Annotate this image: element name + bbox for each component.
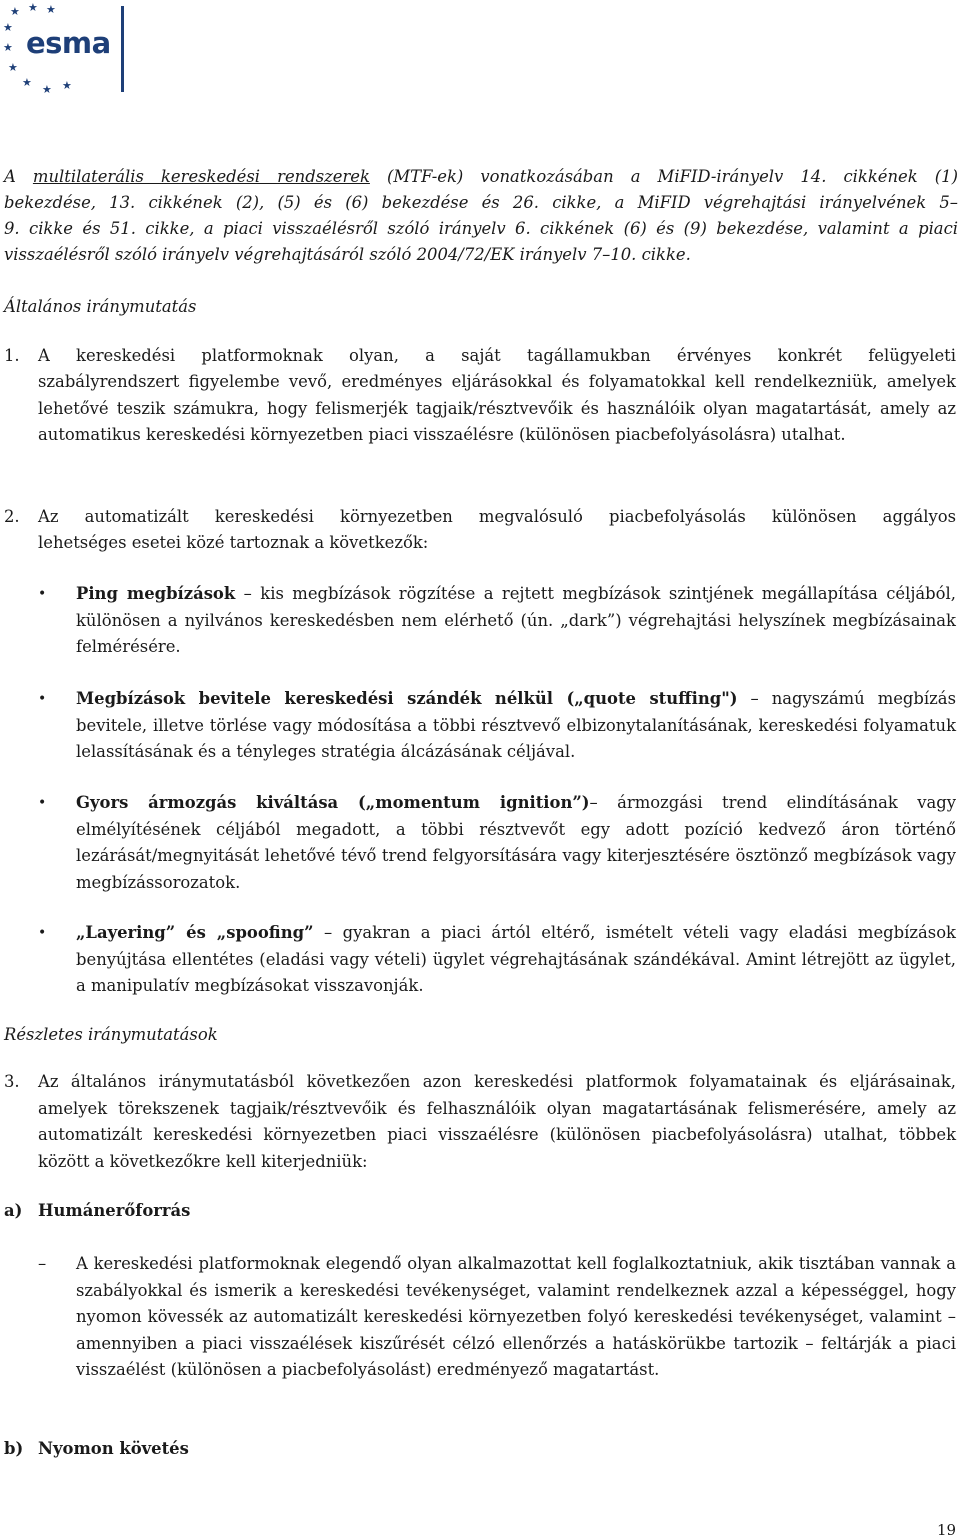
bullet-term: Gyors ármozgás kiváltása („momentum ignition”) xyxy=(76,793,590,812)
bullet-quote-stuffing xyxy=(76,686,956,766)
bullet-icon: • xyxy=(38,691,47,707)
bullet-text: – nagyszámú megbízás bevitele, illetve törlése vagy módosítása a többi résztvevő elbizonytalanításának, kereskedési folyamatuk lelassításának és a tényleges stratégia álcázásának céljával. xyxy=(76,689,956,761)
bullet-layering-spoofing xyxy=(76,920,956,1000)
subsection-label: a) xyxy=(4,1201,23,1220)
paragraph-1-body: szabályrendszert figyelembe vevő, eredményes eljárásokkal és folyamatokkal kell rendelkezniük, amelyek lehetővé teszik számukra, hogy felismerjék tagjaik/résztvevőik és használóik olyan magatartását, amely az automatikus kereskedési környezetben piaci visszaélésre (különösen piacbefolyásolásra) utalhat. xyxy=(38,372,956,444)
star-icon: ★ xyxy=(22,76,32,89)
bullet-term: Megbízások bevitele kereskedési szándék nélkül („quote stuffing") xyxy=(76,689,738,708)
esma-logo xyxy=(0,0,130,96)
bullet-term: „Layering” és „spoofing” xyxy=(76,923,314,942)
logo-text: esma xyxy=(26,26,111,60)
star-icon: ★ xyxy=(3,41,13,54)
intro-line-2: bekezdése, 13. cikkének (2), (5) és (6) bekezdése és 26. cikke, a MiFID végrehajtási irányelvének 5– xyxy=(4,193,958,212)
paragraph-2-body: lehetséges esetei közé tartoznak a következők: xyxy=(38,533,429,552)
bullet-text: – kis megbízások rögzítése a rejtett megbízások szintjének megállapítása céljából, különösen a nyilvános kereskedésben nem elérhető (ún. „dark”) végrehajtási helyszínek megbízásainak felmérésére. xyxy=(76,584,956,656)
mtf-link[interactable]: multilaterális kereskedési rendszerek xyxy=(32,167,370,186)
bullet-text: – ármozgási trend elindításának vagy elmélyítésének céljából megadott, a többi résztvevőt egy adott pozíció kedvező áron történő lezárását/megnyitását lehetővé tévő trend felgyorsítására vagy kiterjesztésére ösztönző megbízások vagy megbízássorozatok. xyxy=(76,793,957,892)
page-number: 19 xyxy=(937,1521,957,1539)
bullet-term: Ping megbízások xyxy=(76,584,236,603)
bullet-icon: • xyxy=(38,586,47,602)
bullet-icon: • xyxy=(38,795,47,811)
intro-line-3: 9. cikke és 51. cikke, a piaci visszaélésről szóló irányelv 6. cikkének (6) és (9) bekezdése, valamint a piaci xyxy=(4,219,958,238)
paragraph-number: 2. xyxy=(4,507,20,526)
intro-line-1: A multilaterális kereskedési rendszerek (MTF-ek) vonatkozásában a MiFID-irányelv 14. cikkének (1) xyxy=(4,167,958,186)
subsection-heading-human-resources: Humánerőforrás xyxy=(38,1201,191,1220)
star-icon: ★ xyxy=(28,1,38,14)
paragraph-3-body: Az általános iránymutatásból következően azon kereskedési platformok folyamatainak és eljárásainak, amelyek törekszenek tagjaik/résztvevőik és felhasználóik olyan magatartásának felismerésére, amely az automatizált kereskedési környezetben piaci visszaélésre (különösen piacbefolyásolásra) utalhat, többek között a következőkre kell kiterjedniük: xyxy=(38,1072,956,1171)
bullet-momentum-ignition xyxy=(76,790,956,896)
dash-icon: – xyxy=(38,1254,47,1273)
intro-line-4: visszaélésről szóló irányelv végrehajtásáról szóló 2004/72/EK irányelv 7–10. cikke. xyxy=(4,245,691,264)
logo-divider xyxy=(121,6,124,92)
star-icon: ★ xyxy=(3,21,13,34)
bullet-icon: • xyxy=(38,925,47,941)
paragraph-number: 3. xyxy=(4,1072,20,1091)
dash-item-text: A kereskedési platformoknak elegendő olyan alkalmazottat kell foglalkoztatniuk, akik tisztában vannak a szabályokkal és ismerik a kereskedési tevékenységet, valamint rendelkeznek azzal a képességgel, hogy nyomon kövessék az automatizált kereskedési környezetben folyó kereskedési tevékenységet, valamint – amennyiben a piaci visszaélések kiszűrését célzó ellenőrzés a hatáskörükbe tartozik – feltárják a piaci visszaélést (különösen a piacbefolyásolást) eredményező magatartást. xyxy=(76,1254,956,1379)
paragraph-1-first-line: A kereskedési platformoknak olyan, a saját tagállamukban érvényes konkrét felügyeleti xyxy=(38,346,956,365)
star-icon: ★ xyxy=(8,61,18,74)
paragraph-number: 1. xyxy=(4,346,20,365)
section-heading-general: Általános iránymutatás xyxy=(4,297,197,316)
section-heading-detailed: Részletes iránymutatások xyxy=(4,1025,218,1044)
star-icon: ★ xyxy=(62,79,72,92)
paragraph-2-first-line: Az automatizált kereskedési környezetben megvalósuló piacbefolyásolás különösen aggályos xyxy=(38,507,956,526)
subsection-label: b) xyxy=(4,1439,24,1458)
bullet-ping xyxy=(76,581,956,661)
subsection-heading-monitoring: Nyomon követés xyxy=(38,1439,189,1458)
bullet-text: – gyakran a piaci ártól eltérő, ismételt vételi vagy eladási megbízások benyújtása ellentétes (eladási vagy vételi) ügylet végrehajtásának szándékával. Amint létrejött az ügylet, a manipulatív megbízásokat visszavonják. xyxy=(76,923,956,995)
star-icon: ★ xyxy=(10,5,20,18)
star-icon: ★ xyxy=(46,3,56,16)
star-icon: ★ xyxy=(42,83,52,96)
